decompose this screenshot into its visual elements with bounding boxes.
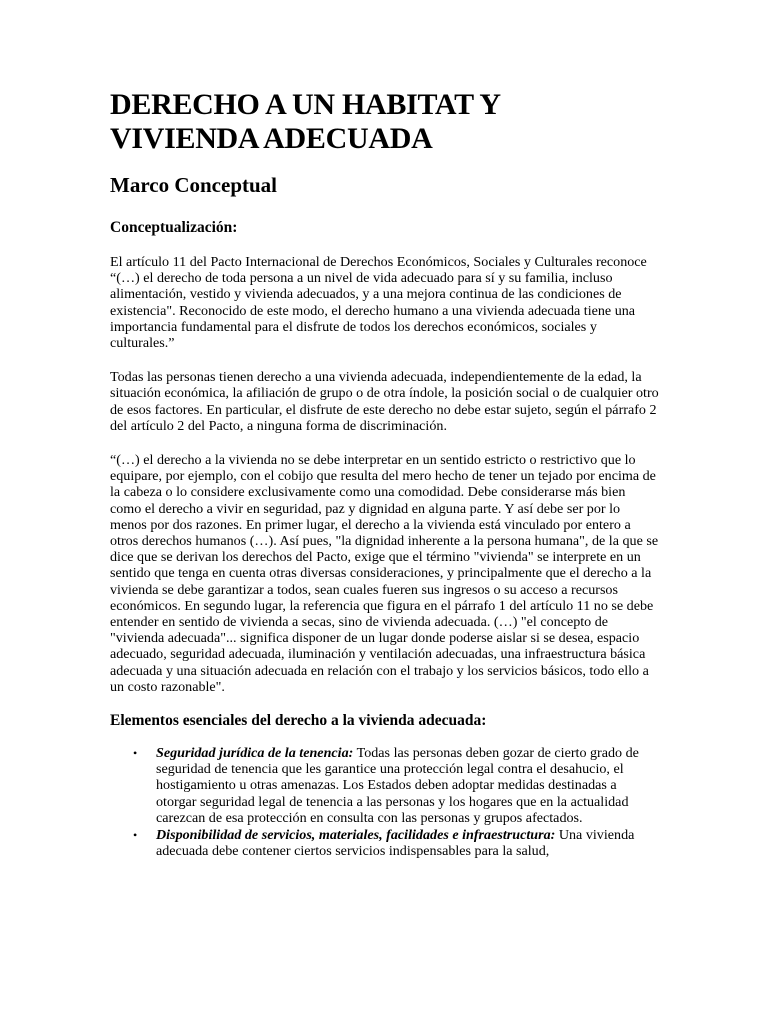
list-item-term: Seguridad jurídica de la tenencia: — [156, 745, 354, 762]
document-title — [110, 88, 660, 156]
elements-title: Elementos esenciales del derecho a la vivienda adecuada: — [110, 712, 487, 730]
paragraph-non-discrimination: Todas las personas tienen derecho a una vivienda adecuada, independientemente de la edad, la situación económica, la afiliación de grupo o de otra índole, la posición social o de cualquier otro de esos factores. En particular, el disfrute de este derecho no debe estar sujeto, según el párrafo 2 del artículo 2 del Pacto, a ninguna forma de discriminación. — [110, 369, 659, 434]
paragraph-article-11: El artículo 11 del Pacto Internacional de Derechos Económicos, Sociales y Culturales reconoce “(…) el derecho de toda persona a un nivel de vida adecuado para sí y su familia, incluso alimentación, vestido y vivienda adecuados, y a una mejora continua de las condiciones de existencia". Reconocido de este modo, el derecho humano a una vivienda adecuada tiene una importancia fundamental para el disfrute de todos los derechos económicos, sociales y culturales.” — [110, 254, 647, 352]
list-item-tenure — [133, 745, 660, 826]
paragraph-interpretation: “(…) el derecho a la vivienda no se debe interpretar en un sentido estricto o restrictivo que lo equipare, por ejemplo, con el cobijo que resulta del mero hecho de tener un tejado por encima de la cabeza o lo considere exclusivamente como una comodidad. Debe considerarse más bien como el derecho a vivir en seguridad, paz y dignidad en alguna parte. Y así debe ser por lo menos por dos razones. En primer lugar, el derecho a la vivienda está vinculado por entero a otros derechos humanos (…). Así pues, "la dignidad inherente a la persona humana", de la que se dice que se derivan los derechos del Pacto, exige que el término "vivienda" se interprete en un sentido que tenga en cuenta otras diversas consideraciones, y principalmente que el derecho a la vivienda se debe garantizar a todos, sean cuales fueren sus ingresos o su acceso a recursos económicos. En segundo lugar, la referencia que figura en el párrafo 1 del artículo 11 no se debe entender en sentido de vivienda a secas, sino de vivienda adecuada. (…) "el concepto de "vivienda adecuada"... significa disponer de un lugar donde poderse aislar si se desea, espacio adecuado, seguridad adecuada, iluminación y ventilación adecuadas, una infraestructura básica adecuada y una situación adecuada en relación con el trabajo y los servicios básicos, todo ello a un costo razonable". — [110, 452, 659, 695]
list-item-text: Una vivienda adecuada debe contener ciertos servicios indispensables para la salud, — [156, 827, 635, 860]
bullet-icon: • — [133, 828, 138, 843]
section-title: Marco Conceptual — [110, 173, 278, 197]
title-line-2: VIVIENDA ADECUADA — [110, 122, 433, 155]
title-line-1: DERECHO A UN HABITAT Y — [110, 88, 501, 121]
subsection-title: Conceptualización: — [110, 219, 238, 236]
bullet-icon: • — [133, 746, 138, 761]
document-content — [110, 88, 660, 861]
elements-list — [110, 745, 660, 859]
list-item-services — [133, 827, 660, 860]
list-item-text: Todas las personas deben gozar de cierto grado de seguridad de tenencia que les garantice una protección legal contra el desahucio, el hostigamiento u otras amenazas. Los Estados deben adoptar medidas destinadas a otorgar seguridad legal de tenencia a las personas y los hogares que en la actualidad carezcan de esa protección en consulta con las personas y grupos afectados. — [156, 745, 639, 826]
list-item-term: Disponibilidad de servicios, materiales, facilidades e infraestructura: — [156, 827, 556, 844]
